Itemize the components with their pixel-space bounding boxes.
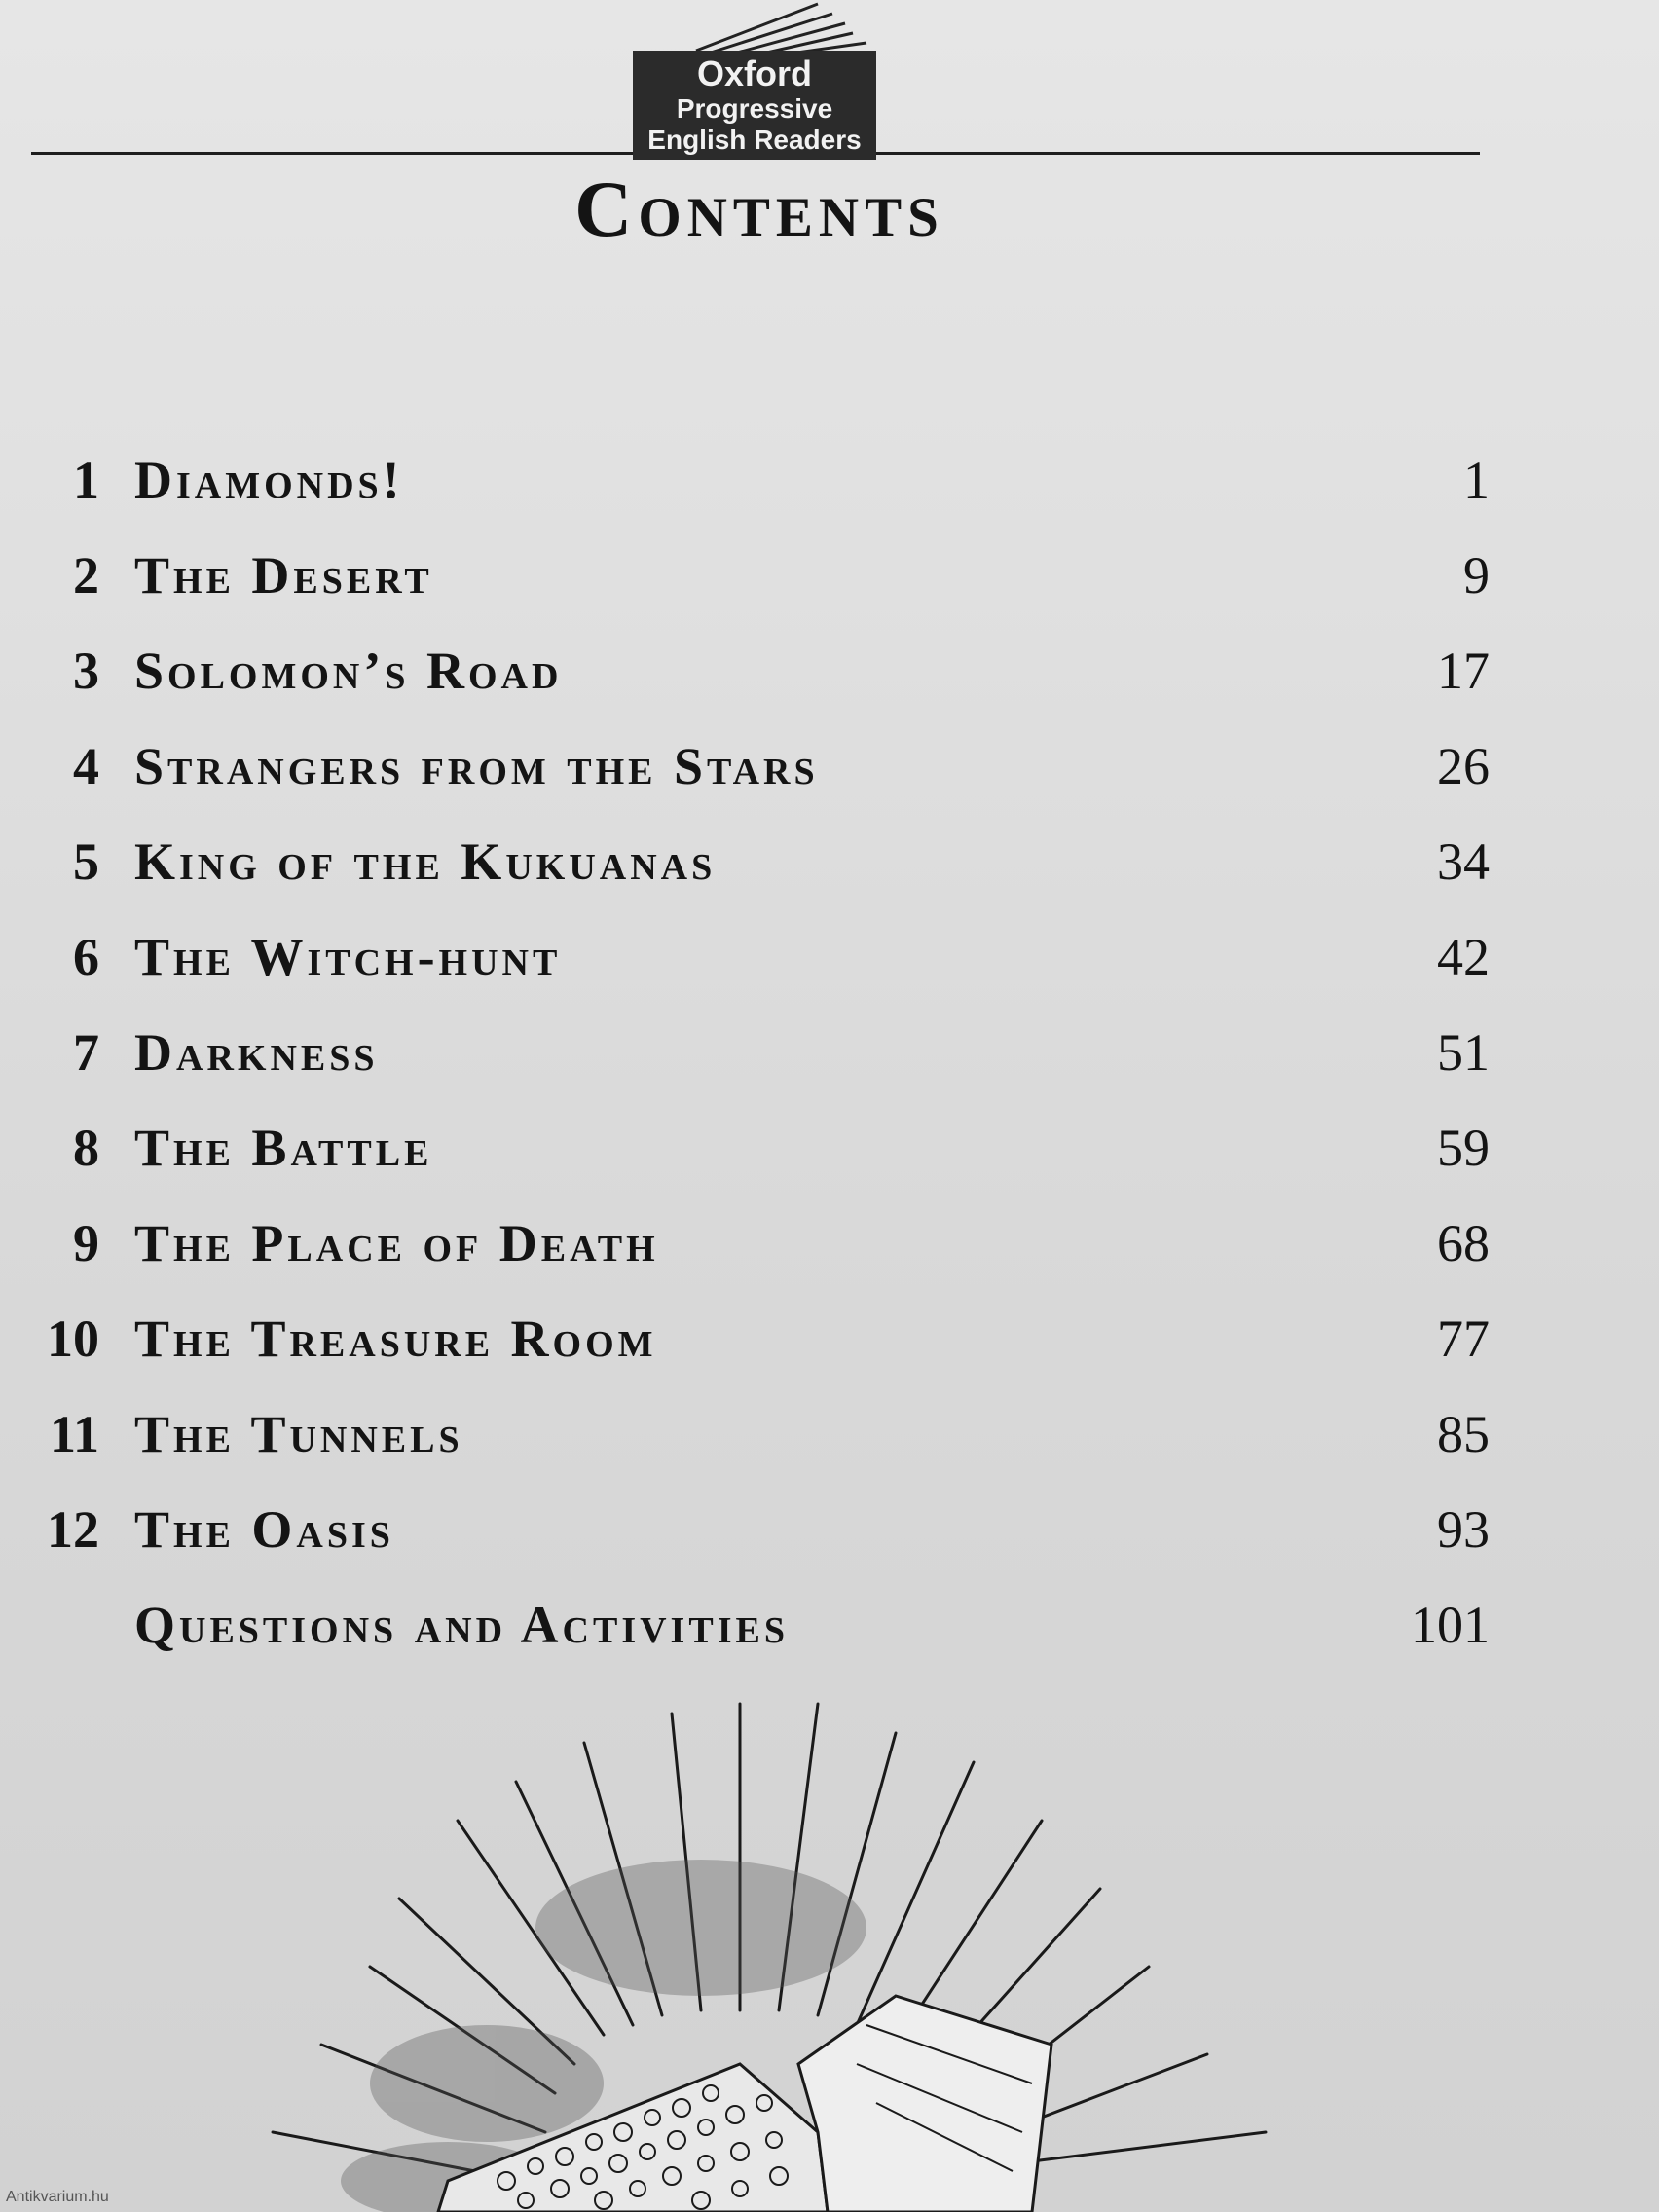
page-number: 51: [1437, 1023, 1490, 1082]
toc-entry: [29, 1009, 1490, 1104]
toc-entry: [29, 436, 1490, 532]
logo-line-2: Progressive: [676, 93, 833, 124]
toc-entry: [29, 1581, 1490, 1677]
chapter-number: 3: [73, 642, 99, 700]
toc-entry: [29, 532, 1490, 627]
page-number: 59: [1437, 1119, 1490, 1177]
chapter-number: 8: [73, 1119, 99, 1177]
toc-entry: [29, 1104, 1490, 1199]
chapter-number: 12: [47, 1500, 99, 1559]
toc-entry: [29, 1390, 1490, 1486]
toc-entry: [29, 1295, 1490, 1390]
chapter-title: Questions and Activities: [134, 1596, 789, 1654]
page-number: 101: [1411, 1596, 1490, 1654]
treasure-book-illustration: [195, 1675, 1363, 2212]
page-number: 1: [1463, 451, 1490, 509]
chapter-title: King of the Kukuanas: [134, 832, 717, 891]
chapter-number: 2: [73, 546, 99, 605]
page-number: 17: [1437, 642, 1490, 700]
chapter-title: The Treasure Room: [134, 1309, 657, 1368]
toc-entry: [29, 818, 1490, 913]
chapter-title: The Desert: [134, 546, 433, 605]
series-logo: [633, 51, 876, 160]
chapter-title: The Oasis: [134, 1500, 394, 1559]
chapter-title: The Witch-hunt: [134, 928, 562, 986]
chapter-title: Strangers from the Stars: [134, 737, 819, 795]
page-number: 68: [1437, 1214, 1490, 1272]
chapter-title: The Battle: [134, 1119, 433, 1177]
logo-line-1: Oxford: [696, 54, 812, 93]
chapter-number: 1: [73, 451, 99, 509]
page-number: 93: [1437, 1500, 1490, 1559]
chapter-title: The Place of Death: [134, 1214, 659, 1272]
chapter-number: 9: [73, 1214, 99, 1272]
toc-entry: [29, 722, 1490, 818]
toc-entry: [29, 1199, 1490, 1295]
toc-entry: [29, 1486, 1490, 1581]
book-pages-icon: [623, 0, 886, 58]
page-number: 34: [1437, 832, 1490, 891]
toc-entry: [29, 913, 1490, 1009]
page-number: 9: [1463, 546, 1490, 605]
chapter-title: Solomon’s Road: [134, 642, 563, 700]
page-title: Contents: [574, 165, 944, 253]
chapter-title: The Tunnels: [134, 1405, 463, 1463]
chapter-title: Darkness: [134, 1023, 379, 1082]
page-number: 77: [1437, 1309, 1490, 1368]
chapter-title: Diamonds!: [134, 451, 404, 509]
chapter-number: 10: [47, 1309, 99, 1368]
chapter-number: 7: [73, 1023, 99, 1082]
page-number: 85: [1437, 1405, 1490, 1463]
page-number: 26: [1437, 737, 1490, 795]
chapter-number: 4: [73, 737, 99, 795]
chapter-number: 6: [73, 928, 99, 986]
toc-entry: [29, 627, 1490, 722]
logo-line-3: English Readers: [647, 125, 862, 155]
watermark: Antikvarium.hu: [6, 2189, 109, 2205]
page-number: 42: [1437, 928, 1490, 986]
chapter-number: 5: [73, 832, 99, 891]
table-of-contents: [29, 436, 1490, 1677]
chapter-number: 11: [49, 1405, 99, 1463]
